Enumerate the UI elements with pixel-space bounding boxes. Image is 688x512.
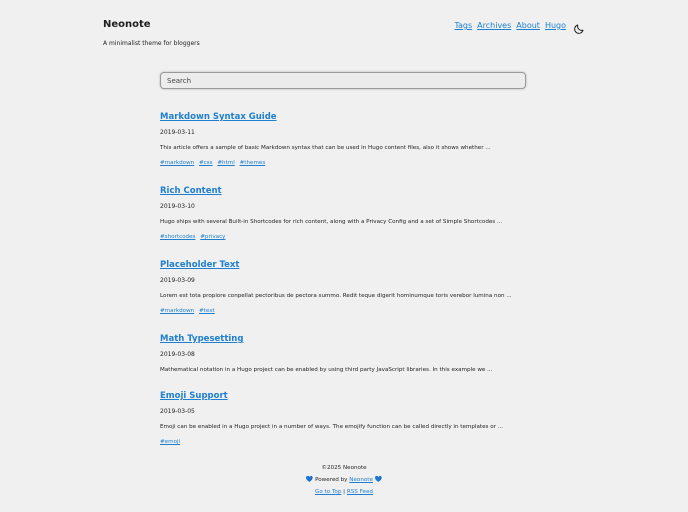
tag-link[interactable]: #markdown [160, 308, 195, 314]
post-date: 2019-03-09 [160, 277, 195, 284]
copyright-text: ©2025 Neonote [321, 465, 367, 471]
site-title[interactable]: Neonote [103, 19, 151, 30]
nav-link-archives[interactable]: Archives [477, 21, 512, 30]
powered-by-link[interactable]: Neonote [349, 477, 373, 483]
post-item [160, 383, 530, 457]
nav-link-about[interactable]: About [516, 21, 540, 30]
post-list [160, 104, 530, 457]
tag-link[interactable]: #themes [239, 160, 266, 166]
tag-link[interactable]: #html [217, 160, 235, 166]
tag-link[interactable]: #markdown [160, 160, 195, 166]
post-item [160, 326, 530, 383]
powered-by-label: Powered by [315, 477, 348, 483]
post-summary: Lorem est tota propiore conpellat pectoribus de pectora summo. Redit teque digerit hominumque toris verebor lumina non ... [160, 293, 512, 299]
post-title-link[interactable]: Math Typesetting [160, 334, 244, 344]
post-date: 2019-03-11 [160, 129, 195, 136]
nav-link-tags[interactable]: Tags [454, 21, 473, 30]
tag-link[interactable]: #emoji [160, 439, 181, 445]
tag-link[interactable]: #text [198, 308, 215, 314]
tag-link[interactable]: #shortcodes [160, 234, 196, 240]
site-description: A minimalist theme for bloggers [103, 40, 200, 47]
post-title-link[interactable]: Rich Content [160, 186, 222, 196]
footer-links [0, 486, 688, 498]
footer-separator: | [343, 489, 346, 495]
post-summary: Mathematical notation in a Hugo project can be enabled by using third party JavaScript libraries. In this example we ... [160, 367, 493, 373]
post-summary: Hugo ships with several Built-in Shortcodes for rich content, along with a Privacy Config and a set of Simple Shortcodes ... [160, 219, 503, 225]
post-tags [160, 159, 530, 167]
post-date: 2019-03-10 [160, 203, 195, 210]
search-input[interactable] [160, 72, 526, 89]
tag-link[interactable]: #css [198, 160, 213, 166]
main-nav [454, 20, 585, 32]
heart-icon: 💙 [374, 476, 383, 483]
tag-link[interactable]: #privacy [200, 234, 226, 240]
post-item [160, 104, 530, 178]
post-item [160, 252, 530, 326]
moon-icon[interactable] [573, 20, 585, 32]
post-summary: This article offers a sample of basic Markdown syntax that can be used in Hugo content files, also it shows whether ... [160, 145, 491, 151]
post-tags [160, 307, 530, 315]
site-header [103, 18, 585, 48]
powered-by [0, 474, 688, 486]
go-to-top-link[interactable]: Go to Top [315, 489, 342, 495]
post-date: 2019-03-05 [160, 408, 195, 415]
nav-link-hugo[interactable]: Hugo [544, 21, 566, 30]
post-date: 2019-03-08 [160, 351, 195, 358]
post-title-link[interactable]: Markdown Syntax Guide [160, 112, 277, 122]
post-item [160, 178, 530, 252]
post-tags [160, 233, 530, 241]
rss-feed-link[interactable]: RSS Feed [346, 489, 373, 495]
heart-icon: 💙 [305, 476, 314, 483]
post-title-link[interactable]: Emoji Support [160, 391, 228, 401]
post-summary: Emoji can be enabled in a Hugo project in a number of ways. The emojify function can be called directly in templates or ... [160, 424, 504, 430]
post-tags [160, 438, 530, 446]
post-title-link[interactable]: Placeholder Text [160, 260, 240, 270]
site-footer [0, 462, 688, 498]
